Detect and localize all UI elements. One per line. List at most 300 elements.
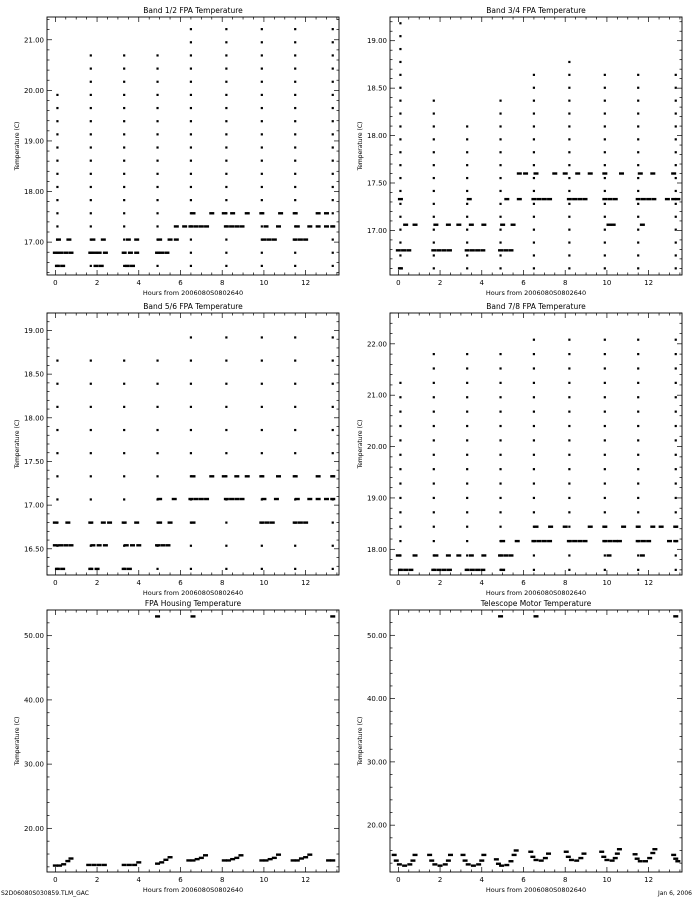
data-point bbox=[604, 267, 606, 269]
data-point bbox=[447, 249, 452, 251]
data-point bbox=[433, 382, 435, 384]
data-point bbox=[675, 190, 677, 192]
data-point bbox=[583, 540, 588, 542]
data-point bbox=[293, 521, 298, 523]
data-point bbox=[637, 74, 639, 76]
x-tick-label: 6 bbox=[178, 876, 183, 884]
data-point bbox=[637, 439, 639, 441]
data-point bbox=[172, 498, 177, 500]
data-point bbox=[429, 859, 434, 861]
data-point bbox=[533, 125, 535, 127]
data-point bbox=[408, 569, 413, 571]
data-point bbox=[332, 406, 334, 408]
y-tick-label: 19.00 bbox=[366, 494, 387, 503]
data-point bbox=[190, 406, 192, 408]
y-axis-label: Temperature (C) bbox=[14, 419, 21, 469]
data-point bbox=[574, 859, 579, 861]
x-axis-label: Hours from 2006080S0802640 bbox=[485, 589, 587, 597]
data-point bbox=[66, 238, 71, 240]
data-point bbox=[123, 238, 125, 240]
data-point bbox=[499, 203, 501, 205]
data-point bbox=[646, 540, 651, 542]
data-point bbox=[56, 452, 58, 454]
data-point bbox=[194, 498, 199, 500]
data-point bbox=[575, 172, 580, 174]
data-point bbox=[225, 568, 227, 570]
data-point bbox=[156, 475, 158, 477]
data-point bbox=[332, 81, 334, 83]
data-point bbox=[101, 238, 106, 240]
data-point bbox=[332, 452, 334, 454]
data-point bbox=[533, 190, 535, 192]
data-point bbox=[294, 406, 296, 408]
data-point bbox=[481, 554, 486, 556]
data-point bbox=[134, 252, 139, 254]
data-point bbox=[466, 353, 468, 355]
data-point bbox=[190, 199, 192, 201]
data-point bbox=[234, 225, 239, 227]
chart-title: Band 7/8 FPA Temperature bbox=[486, 302, 586, 311]
data-point bbox=[568, 554, 570, 556]
data-point bbox=[508, 554, 513, 556]
data-point bbox=[568, 74, 570, 76]
data-point bbox=[410, 859, 415, 861]
data-point bbox=[533, 454, 535, 456]
data-point bbox=[399, 74, 401, 76]
data-point bbox=[97, 864, 102, 866]
y-tick-label: 18.00 bbox=[366, 545, 387, 554]
data-point bbox=[637, 112, 639, 114]
data-point bbox=[136, 544, 141, 546]
data-point bbox=[533, 497, 535, 499]
data-point bbox=[90, 406, 92, 408]
data-point bbox=[399, 482, 401, 484]
data-point bbox=[163, 859, 168, 861]
data-point bbox=[499, 125, 501, 127]
data-point bbox=[604, 177, 606, 179]
data-point bbox=[294, 265, 296, 267]
data-point bbox=[307, 498, 312, 500]
data-point bbox=[155, 544, 160, 546]
data-point bbox=[433, 425, 435, 427]
x-tick-label: 0 bbox=[396, 579, 401, 587]
data-point bbox=[324, 225, 329, 227]
data-point bbox=[224, 225, 229, 227]
data-point bbox=[499, 382, 501, 384]
x-tick-label: 4 bbox=[479, 579, 485, 587]
data-point bbox=[90, 173, 92, 175]
data-point bbox=[568, 454, 570, 456]
data-point bbox=[568, 254, 570, 256]
data-point bbox=[548, 526, 553, 528]
data-point bbox=[259, 521, 264, 523]
data-point bbox=[261, 28, 263, 30]
data-point bbox=[650, 172, 655, 174]
data-point bbox=[533, 267, 535, 269]
data-point bbox=[675, 367, 677, 369]
data-point bbox=[168, 238, 173, 240]
y-tick-label: 30.00 bbox=[366, 758, 387, 767]
data-point bbox=[403, 569, 408, 571]
data-point bbox=[399, 190, 401, 192]
data-point bbox=[58, 252, 63, 254]
data-point bbox=[466, 382, 468, 384]
chart-title: Telescope Motor Temperature bbox=[480, 599, 592, 608]
data-point bbox=[572, 198, 577, 200]
data-point bbox=[646, 198, 651, 200]
data-point bbox=[261, 68, 263, 70]
data-point bbox=[637, 216, 639, 218]
data-point bbox=[298, 521, 303, 523]
data-point bbox=[156, 133, 158, 135]
x-tick-label: 0 bbox=[53, 876, 58, 884]
data-point bbox=[261, 429, 263, 431]
data-points bbox=[53, 336, 335, 570]
data-point bbox=[123, 68, 125, 70]
data-point bbox=[294, 199, 296, 201]
data-point bbox=[568, 87, 570, 89]
data-point bbox=[637, 125, 639, 127]
data-point bbox=[615, 852, 620, 854]
data-point bbox=[56, 238, 61, 240]
x-tick-label: 0 bbox=[396, 876, 401, 884]
data-point bbox=[188, 225, 193, 227]
data-point bbox=[199, 498, 204, 500]
data-point bbox=[469, 224, 474, 226]
y-tick-label: 22.00 bbox=[366, 340, 387, 349]
data-point bbox=[124, 544, 129, 546]
data-point bbox=[604, 497, 606, 499]
data-point bbox=[88, 568, 93, 570]
data-point bbox=[637, 468, 639, 470]
data-point bbox=[53, 252, 58, 254]
data-point bbox=[399, 35, 401, 37]
data-point bbox=[90, 199, 92, 201]
data-point bbox=[56, 120, 58, 122]
data-point bbox=[190, 146, 192, 148]
data-point bbox=[608, 540, 613, 542]
data-point bbox=[498, 554, 503, 556]
data-point bbox=[90, 498, 92, 500]
data-point bbox=[413, 224, 418, 226]
data-point bbox=[123, 107, 125, 109]
data-point bbox=[332, 545, 334, 547]
data-point bbox=[261, 94, 263, 96]
data-point bbox=[568, 569, 570, 571]
data-point bbox=[303, 238, 308, 240]
data-point bbox=[123, 133, 125, 135]
y-tick-label: 19.00 bbox=[366, 37, 387, 46]
data-point bbox=[90, 544, 95, 546]
data-point bbox=[675, 482, 677, 484]
data-point bbox=[188, 498, 193, 500]
data-point bbox=[298, 238, 303, 240]
data-point bbox=[332, 238, 334, 240]
y-tick-label: 18.50 bbox=[366, 84, 387, 93]
data-point bbox=[463, 859, 468, 861]
panel-2 bbox=[357, 6, 682, 297]
data-points bbox=[392, 615, 681, 867]
data-point bbox=[95, 568, 100, 570]
data-point bbox=[204, 498, 209, 500]
y-tick-label: 18.50 bbox=[23, 370, 44, 379]
data-point bbox=[675, 100, 677, 102]
data-point bbox=[568, 177, 570, 179]
data-point bbox=[533, 151, 535, 153]
data-point bbox=[613, 857, 618, 859]
y-tick-label: 40.00 bbox=[23, 696, 44, 705]
chart-title: Band 1/2 FPA Temperature bbox=[143, 6, 243, 15]
x-tick-label: 2 bbox=[94, 876, 100, 884]
x-tick-label: 8 bbox=[562, 876, 568, 884]
x-tick-label: 6 bbox=[521, 279, 526, 287]
data-point bbox=[499, 511, 501, 513]
data-point bbox=[671, 172, 676, 174]
data-point bbox=[134, 238, 139, 240]
data-point bbox=[604, 151, 606, 153]
y-tick-label: 20.00 bbox=[366, 443, 387, 452]
data-point bbox=[294, 28, 296, 30]
data-point bbox=[637, 454, 639, 456]
data-point bbox=[156, 107, 158, 109]
data-point bbox=[533, 382, 535, 384]
data-point bbox=[641, 540, 646, 542]
data-point bbox=[637, 254, 639, 256]
data-point bbox=[433, 164, 435, 166]
x-tick-label: 4 bbox=[136, 279, 142, 287]
data-point bbox=[225, 238, 227, 240]
data-point bbox=[637, 554, 639, 556]
data-point bbox=[499, 138, 501, 140]
data-point bbox=[272, 857, 277, 859]
y-tick-label: 16.50 bbox=[23, 545, 44, 554]
data-point bbox=[225, 265, 227, 267]
x-tick-label: 10 bbox=[259, 579, 269, 587]
data-point bbox=[604, 468, 606, 470]
data-point bbox=[123, 406, 125, 408]
data-point bbox=[499, 864, 504, 866]
data-point bbox=[568, 100, 570, 102]
x-axis-label: Hours from 2006080S0802640 bbox=[142, 589, 244, 597]
data-point bbox=[294, 383, 296, 385]
data-point bbox=[547, 540, 552, 542]
data-point bbox=[332, 359, 334, 361]
data-point bbox=[101, 521, 106, 523]
data-point bbox=[499, 254, 501, 256]
data-point bbox=[533, 411, 535, 413]
data-point bbox=[225, 28, 227, 30]
data-point bbox=[396, 249, 401, 251]
data-point bbox=[637, 339, 639, 341]
data-point bbox=[123, 199, 125, 201]
data-point bbox=[294, 336, 296, 338]
data-point bbox=[156, 359, 158, 361]
data-point bbox=[157, 238, 162, 240]
data-point bbox=[494, 858, 499, 860]
x-tick-label: 4 bbox=[136, 579, 142, 587]
data-point bbox=[577, 198, 582, 200]
data-point bbox=[53, 544, 58, 546]
data-point bbox=[568, 411, 570, 413]
data-point bbox=[675, 203, 677, 205]
data-point bbox=[225, 94, 227, 96]
data-point bbox=[466, 367, 468, 369]
data-point bbox=[261, 225, 263, 227]
data-point bbox=[673, 615, 678, 617]
data-point bbox=[261, 383, 263, 385]
data-point bbox=[539, 859, 544, 861]
data-point bbox=[673, 540, 678, 542]
data-point bbox=[437, 569, 442, 571]
data-point bbox=[466, 267, 468, 269]
data-point bbox=[91, 864, 96, 866]
data-point bbox=[446, 554, 451, 556]
data-point bbox=[399, 125, 401, 127]
data-point bbox=[61, 863, 66, 865]
data-point bbox=[552, 172, 557, 174]
y-tick-label: 19.00 bbox=[23, 326, 44, 335]
data-points bbox=[396, 339, 678, 571]
data-point bbox=[533, 353, 535, 355]
data-point bbox=[675, 112, 677, 114]
data-point bbox=[578, 857, 583, 859]
data-point bbox=[90, 81, 92, 83]
data-point bbox=[637, 396, 639, 398]
data-point bbox=[123, 452, 125, 454]
data-point bbox=[294, 94, 296, 96]
data-point bbox=[577, 540, 582, 542]
data-point bbox=[499, 151, 501, 153]
data-point bbox=[107, 521, 112, 523]
data-point bbox=[568, 267, 570, 269]
data-point bbox=[294, 545, 296, 547]
data-point bbox=[567, 540, 572, 542]
data-point bbox=[294, 186, 296, 188]
data-point bbox=[293, 212, 298, 214]
data-point bbox=[675, 511, 677, 513]
data-point bbox=[533, 425, 535, 427]
data-point bbox=[470, 249, 475, 251]
data-point bbox=[332, 265, 334, 267]
data-point bbox=[190, 359, 192, 361]
data-point bbox=[332, 336, 334, 338]
data-point bbox=[433, 353, 435, 355]
data-point bbox=[402, 864, 407, 866]
data-point bbox=[56, 359, 58, 361]
data-point bbox=[190, 28, 192, 30]
data-point bbox=[397, 863, 402, 865]
data-point bbox=[156, 146, 158, 148]
data-point bbox=[533, 569, 535, 571]
data-point bbox=[675, 229, 677, 231]
data-point bbox=[324, 212, 329, 214]
data-point bbox=[245, 475, 250, 477]
data-point bbox=[190, 54, 192, 56]
data-point bbox=[531, 198, 536, 200]
data-point bbox=[523, 172, 528, 174]
data-point bbox=[332, 107, 334, 109]
data-point bbox=[572, 540, 577, 542]
data-point bbox=[225, 186, 227, 188]
data-point bbox=[637, 425, 639, 427]
data-point bbox=[190, 452, 192, 454]
x-tick-label: 10 bbox=[602, 579, 612, 587]
data-point bbox=[399, 229, 401, 231]
data-point bbox=[399, 425, 401, 427]
data-point bbox=[295, 225, 300, 227]
data-point bbox=[466, 229, 468, 231]
x-tick-label: 6 bbox=[178, 279, 183, 287]
data-point bbox=[433, 112, 435, 114]
data-point bbox=[604, 367, 606, 369]
data-point bbox=[122, 864, 127, 866]
data-point bbox=[604, 353, 606, 355]
data-point bbox=[399, 468, 401, 470]
data-point bbox=[398, 267, 403, 269]
data-point bbox=[399, 497, 401, 499]
data-point bbox=[566, 856, 571, 858]
data-point bbox=[88, 521, 93, 523]
data-point bbox=[261, 336, 263, 338]
x-tick-label: 12 bbox=[644, 579, 654, 587]
data-point bbox=[261, 498, 266, 500]
data-point bbox=[480, 249, 485, 251]
data-point bbox=[433, 468, 435, 470]
data-point bbox=[533, 100, 535, 102]
data-point bbox=[675, 267, 677, 269]
data-point bbox=[568, 353, 570, 355]
data-point bbox=[90, 475, 92, 477]
data-point bbox=[294, 68, 296, 70]
data-point bbox=[60, 265, 65, 267]
data-point bbox=[563, 172, 568, 174]
data-point bbox=[433, 367, 435, 369]
data-point bbox=[157, 521, 162, 523]
data-point bbox=[604, 859, 609, 861]
data-point bbox=[399, 138, 401, 140]
data-point bbox=[504, 864, 509, 866]
data-point bbox=[466, 863, 471, 865]
data-point bbox=[123, 429, 125, 431]
data-point bbox=[399, 382, 401, 384]
data-point bbox=[294, 41, 296, 43]
data-point bbox=[56, 383, 58, 385]
data-point bbox=[261, 545, 263, 547]
data-point bbox=[604, 74, 606, 76]
data-point bbox=[294, 568, 296, 570]
data-point bbox=[637, 497, 639, 499]
data-point bbox=[671, 854, 676, 856]
plot-frame bbox=[390, 17, 682, 275]
data-point bbox=[508, 249, 513, 251]
x-tick-label: 4 bbox=[136, 876, 142, 884]
data-point bbox=[675, 569, 677, 571]
data-point bbox=[475, 569, 480, 571]
data-point bbox=[643, 860, 648, 862]
data-point bbox=[294, 120, 296, 122]
data-point bbox=[190, 545, 192, 547]
data-point bbox=[68, 252, 73, 254]
y-tick-label: 17.00 bbox=[23, 501, 44, 510]
data-point bbox=[665, 198, 670, 200]
data-point bbox=[330, 615, 335, 617]
data-point bbox=[581, 852, 586, 854]
data-point bbox=[621, 526, 626, 528]
data-point bbox=[466, 241, 468, 243]
y-axis-label: Temperature (C) bbox=[357, 121, 364, 171]
data-point bbox=[498, 249, 503, 251]
data-point bbox=[294, 429, 296, 431]
